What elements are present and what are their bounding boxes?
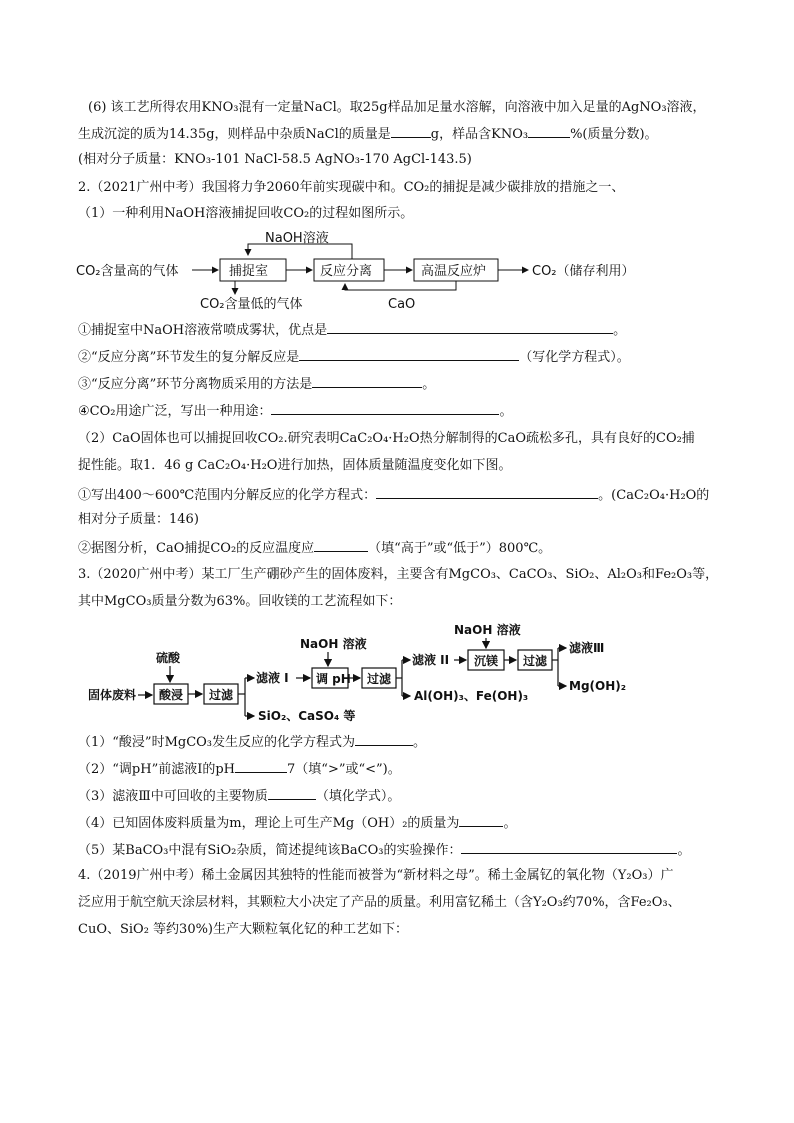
period: 。 [413, 735, 427, 750]
output-label: CO₂（储存利用） [532, 264, 635, 279]
box-furnace-label: 高温反应炉 [421, 264, 487, 279]
p3-q3-suffix: （填化学式）。 [315, 789, 401, 804]
box-acid-leach-label: 酸浸 [159, 688, 184, 702]
box-precipitate-mg-label: 沉镁 [474, 654, 499, 668]
p3-q1 [78, 732, 426, 752]
box-reaction-separation-label: 反应分离 [320, 264, 373, 279]
period: 。 [422, 377, 436, 392]
acid-label: 硫酸 [156, 651, 181, 665]
box-filter-3-label: 过滤 [523, 654, 548, 668]
box-filter-1-label: 过滤 [209, 688, 234, 702]
product-label: Mg(OH)₂ [569, 679, 626, 693]
period: 。 [613, 323, 627, 338]
p2-q5 [78, 485, 709, 505]
naoh-label: NaOH溶液 [265, 231, 329, 246]
answer-blank[interactable] [271, 401, 499, 415]
p2-sub2-line2: 捉性能。取1．46 g CaC₂O₄·H₂O进行加热，固体质量随温度变化如下图。 [78, 458, 512, 473]
p4-line3: CuO、SiO₂ 等约30%)生产大颗粒氧化钇的种工艺如下： [78, 922, 409, 937]
p2-q5-line2: 相对分子质量：146) [78, 512, 199, 527]
box-filter-2-label: 过滤 [367, 672, 392, 686]
p3-q4 [78, 813, 516, 833]
answer-blank[interactable] [391, 124, 431, 138]
mg-recovery-flow-diagram [88, 622, 668, 724]
p2-q4-text: ④CO₂用途广泛，写出一种用途： [78, 404, 272, 419]
p3-q2 [78, 759, 401, 779]
solid-2-label: Al(OH)₃、Fe(OH)₃ [414, 689, 529, 703]
p2-q3-text: ③“反应分离”环节分离物质采用的方法是 [78, 377, 313, 392]
p2-q6-text: ②据图分析，CaO捕捉CO₂的反应温度应 [78, 541, 315, 556]
box-adjust-ph-label: 调 pH [316, 672, 351, 686]
p2-q2-suffix: （写化学方程式）。 [519, 350, 630, 365]
answer-blank[interactable] [312, 374, 422, 388]
answer-blank[interactable] [268, 786, 316, 800]
p2-sub1: （1）一种利用NaOH溶液捕捉回收CO₂的过程如图所示。 [78, 206, 414, 221]
q6-line2-a: 生成沉淀的质为14.35g，则样品中杂质NaCl的质量是 [78, 127, 391, 142]
q6-line2 [78, 124, 658, 144]
p2-q3 [78, 374, 435, 394]
naoh-2-label: NaOH 溶液 [454, 623, 521, 637]
answer-blank[interactable] [376, 485, 598, 499]
solid-1-label: SiO₂、CaSO₄ 等 [258, 709, 356, 723]
answer-blank[interactable] [355, 732, 413, 746]
input-label: 固体废料 [88, 688, 137, 702]
filtrate-2-label: 滤液 II [412, 653, 450, 667]
q6-line3: (相对分子质量：KNO₃-101 NaCl-58.5 AgNO₃-170 AgCl-143.5) [78, 152, 472, 167]
naoh-1-label: NaOH 溶液 [300, 637, 367, 651]
p4-line1: 4.（2019广州中考）稀土金属因其独特的性能而被誉为“新材料之母”。稀土金属钇的氧化物（Y₂O₃）广 [78, 868, 674, 883]
box-capture-chamber-label: 捕捉室 [229, 264, 269, 279]
p2-q4 [78, 401, 513, 421]
period: 。 [677, 843, 691, 858]
answer-blank[interactable] [461, 840, 677, 854]
p3-q3 [78, 786, 400, 806]
p3-q3-text: （3）滤液Ⅲ中可回收的主要物质 [78, 789, 268, 804]
p2-intro: 2.（2021广州中考）我国将力争2060年前实现碳中和。CO₂的捕捉是减少碳排放的措施之一、 [78, 180, 625, 195]
p3-q2-suffix: 7（填“>”或“<”)。 [287, 762, 401, 777]
answer-blank[interactable] [327, 320, 613, 334]
p3-intro-line1: 3.（2020广州中考）某工厂生产硼砂产生的固体废料，主要含有MgCO₃、CaCO₃、SiO₂、Al₂O₃和Fe₂O₃等， [78, 567, 719, 582]
answer-blank[interactable] [314, 538, 368, 552]
p3-q5 [78, 840, 690, 860]
period: 。 [499, 404, 513, 419]
input-gas-label: CO₂含量高的气体 [76, 264, 179, 279]
p3-q2-text: （2）“调pH”前滤液Ⅰ的pH [78, 762, 236, 777]
answer-blank[interactable] [459, 813, 503, 827]
p4-line2: 泛应用于航空航天涂层材料，其颗粒大小决定了产品的质量。利用富钇稀土（含Y₂O₃约70%，含Fe₂O₃、 [78, 895, 681, 910]
p2-q1 [78, 320, 626, 340]
low-gas-label: CO₂含量低的气体 [200, 297, 303, 312]
p2-q1-text: ①捕捉室中NaOH溶液常喷成雾状，优点是 [78, 323, 328, 338]
q6-line2-c: %(质量分数)。 [570, 127, 658, 142]
p2-q6-suffix: （填“高于”或“低于”）800℃。 [368, 541, 552, 556]
p2-q6 [78, 538, 551, 558]
naoh-recycle-arrow [248, 244, 352, 259]
filtrate-3-label: 滤液Ⅲ [569, 641, 605, 655]
cao-label: CaO [388, 297, 416, 312]
p3-q4-text: （4）已知固体废料质量为m，理论上可生产Mg（OH）₂的质量为 [78, 816, 460, 831]
p3-intro-line2: 其中MgCO₃质量分数为63%。回收镁的工艺流程如下： [78, 594, 402, 609]
answer-blank[interactable] [528, 124, 570, 138]
q6-line2-b: g，样品含KNO₃ [430, 127, 529, 142]
answer-blank[interactable] [299, 347, 519, 361]
p2-q5-text: ①写出400～600℃范围内分解反应的化学方程式： [78, 488, 377, 503]
filtrate-1-label: 滤液 I [256, 671, 289, 685]
cao-recycle-arrow [345, 281, 456, 290]
q6-line1: (6) 该工艺所得农用KNO₃混有一定量NaCl。取25g样品加足量水溶解，向溶液中加入足量的AgNO₃溶液， [88, 100, 706, 115]
p2-q2-text: ②“反应分离”环节发生的复分解反应是 [78, 350, 300, 365]
period: 。 [503, 816, 517, 831]
p2-q5-suffix: 。(CaC₂O₄·H₂O的 [598, 488, 710, 503]
p3-q1-text: （1）“酸浸”时MgCO₃发生反应的化学方程式为 [78, 735, 356, 750]
answer-blank[interactable] [235, 759, 287, 773]
p2-sub2-line1: （2）CaO固体也可以捕捉回收CO₂.研究表明CaC₂O₄·H₂O热分解制得的CaO疏松多孔，具有良好的CO₂捕 [78, 431, 695, 446]
co2-capture-flow-diagram [70, 228, 690, 313]
p3-q5-text: （5）某BaCO₃中混有SiO₂杂质，简述提纯该BaCO₃的实验操作： [78, 843, 462, 858]
p2-q2 [78, 347, 630, 367]
